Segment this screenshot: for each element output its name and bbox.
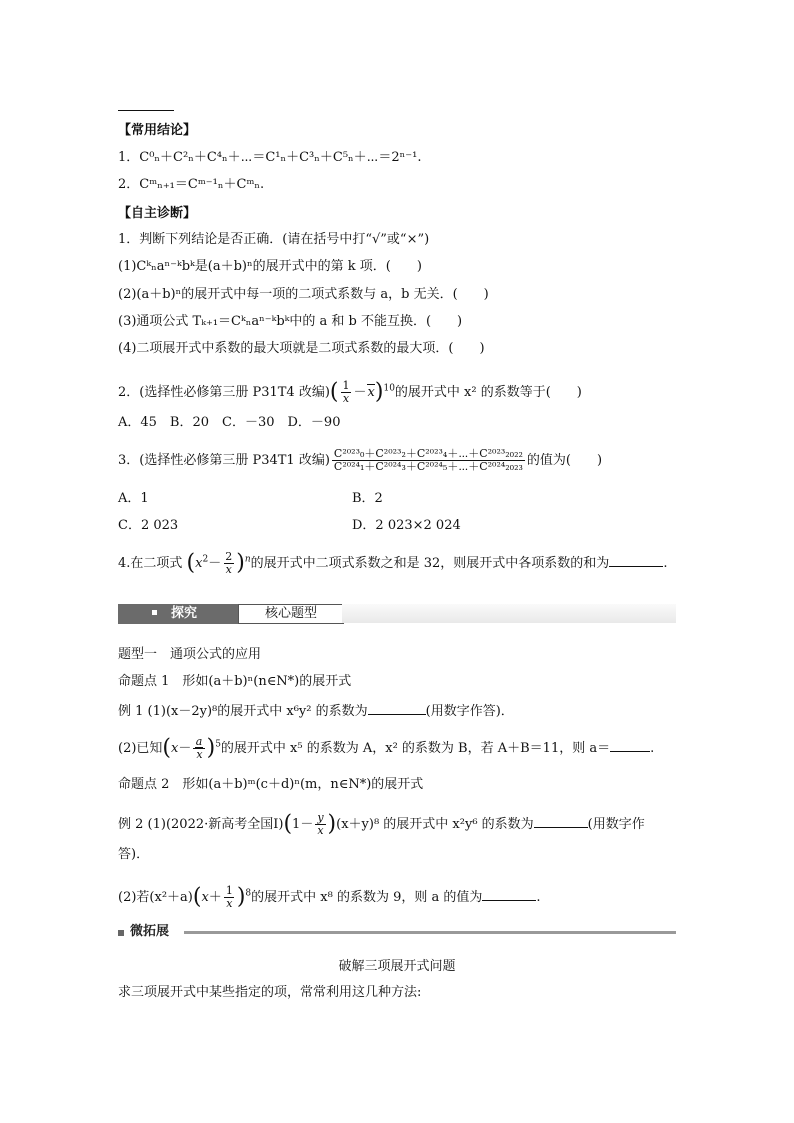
banner-core-types: 核心题型 — [238, 604, 344, 624]
micro-extension-label: 微拓展 — [130, 924, 170, 939]
fraction-2-over-x: $\frac{2}{x}$ — [225, 550, 233, 576]
ratio-numerator: C²⁰²³₀＋C²⁰²³₂＋C²⁰²³₄＋⋯＋C²⁰²³₂₀₂₂ — [333, 447, 523, 460]
question-1: 1．判断下列结论是否正确．(请在括号中打“√”或“×”) — [118, 232, 430, 247]
sqrt-x: x — [367, 385, 375, 400]
question-3-text: 的值为( ) — [526, 453, 603, 468]
answer-blank[interactable] — [609, 554, 663, 567]
question-1-3: (3)通项公式 Tₖ₊₁＝Cᵏₙaⁿ⁻ᵏbᵏ中的 a 和 b 不能互换．( ) — [118, 314, 463, 329]
example-1-1: 例 1 (1)(x－2y)⁸的展开式中 x⁶y² 的系数为 (用数字作答)． — [118, 704, 514, 719]
question-2-text: 的展开式中 x² 的系数等于( ) — [394, 385, 582, 400]
option-c: C．2 023 — [118, 518, 179, 533]
question-1-2: (2)(a＋b)ⁿ的展开式中每一项的二项式系数与 a，b 无关．( ) — [118, 287, 489, 302]
proposition-1: 命题点 1 形如(a＋b)ⁿ(n∈N*)的展开式 — [118, 674, 352, 689]
fraction-1-over-x: $\frac{1}{x}$ — [342, 379, 350, 405]
fraction-y-over-x: $\frac{y}{x}$ — [317, 811, 324, 837]
fraction-a-over-sqrt-x: $\frac{a}{x}$ — [193, 736, 204, 761]
answer-blank[interactable] — [534, 815, 588, 828]
binomial-ratio-fraction — [332, 448, 525, 473]
conclusion-item-2: 2．Cᵐₙ₊₁＝Cᵐ⁻¹ₙ＋Cᵐₙ. — [118, 177, 265, 192]
option-a: A．1 — [118, 491, 149, 506]
type-1-heading: 题型一 通项公式的应用 — [118, 647, 262, 662]
micro-extension-header — [118, 923, 676, 941]
common-conclusions-heading: 【常用结论】 — [118, 123, 197, 138]
question-4-text: 的展开式中二项式系数之和是 32，则展开式中各项系数的和为 — [250, 556, 610, 571]
question-3-source: 3．(选择性必修第三册 P34T1 改编) — [118, 453, 330, 468]
fraction-1-over-x: $\frac{1}{x}$ — [225, 884, 233, 910]
question-2-options: A．45 B．20 C．－30 D．－90 — [118, 415, 341, 430]
example-2-1: 例 2 (1)(2022·新高考全国Ⅰ)(1－ $\frac{y}{x}$ )(x＋y)⁸ 的展开式中 x²y⁶ 的系数为 (用数字作 — [118, 811, 645, 837]
example-2-1-continued: 答)． — [118, 847, 150, 862]
answer-blank[interactable] — [610, 739, 650, 752]
example-1-2: (2)已知(x－ $\frac{a}{x}$ )$^5$的展开式中 x⁵ 的系数为 A，x² 的系数为 B，若 A＋B＝11，则 a＝ . — [118, 735, 655, 761]
ratio-denominator: C²⁰²⁴₁＋C²⁰²⁴₃＋C²⁰²⁴₅＋⋯＋C²⁰²⁴₂₀₂₃ — [333, 460, 523, 473]
question-3 — [118, 448, 602, 473]
section-banner — [118, 604, 676, 624]
square-bullet-icon — [152, 610, 157, 615]
banner-rule — [342, 604, 676, 623]
question-1-1: (1)Cᵏₙaⁿ⁻ᵏbᵏ是(a＋b)ⁿ的展开式中的第 k 项．( ) — [118, 259, 422, 274]
conclusion-item-1: 1．C⁰ₙ＋C²ₙ＋C⁴ₙ＋⋯＝C¹ₙ＋C³ₙ＋C⁵ₙ＋⋯＝2ⁿ⁻¹. — [118, 150, 422, 165]
proposition-2: 命题点 2 形如(a＋b)ᵐ(c＋d)ⁿ(m，n∈N*)的展开式 — [118, 777, 424, 792]
option-d: D．2 023×2 024 — [352, 518, 461, 533]
option-b: B．2 — [352, 491, 383, 506]
answer-blank[interactable] — [482, 888, 536, 901]
banner-explore: 探究 — [118, 604, 238, 624]
question-2: 2．(选择性必修第三册 P31T4 改编)( $\frac{1}{x}$ －x)$^{10}$的展开式中 x² 的系数等于( ) — [118, 379, 582, 405]
micro-extension-rule — [184, 931, 676, 934]
question-4-intro: 4.在二项式 — [118, 556, 183, 571]
example-2-2: (2)若(x²＋a)(x＋ $\frac{1}{x}$ )$^8$的展开式中 x⁸ 的系数为 9，则 a 的值为 . — [118, 884, 541, 910]
answer-blank[interactable] — [368, 702, 426, 715]
square-bullet-icon — [118, 930, 124, 936]
extension-title: 破解三项展开式问题 — [338, 959, 456, 974]
answer-blank-rule — [118, 110, 174, 111]
self-diagnosis-heading: 【自主诊断】 — [118, 206, 197, 221]
question-2-source: 2．(选择性必修第三册 P31T4 改编) — [118, 385, 330, 400]
extension-intro: 求三项展开式中某些指定的项，常常利用这几种方法: — [118, 985, 422, 1000]
question-1-4: (4)二项展开式中系数的最大项就是二项式系数的最大项．( ) — [118, 341, 485, 356]
question-4: 4.在二项式 ($x^2-$ $\frac{2}{x}$ )$^n$的展开式中二项式系数之和是 32，则展开式中各项系数的和为 . — [118, 550, 668, 576]
